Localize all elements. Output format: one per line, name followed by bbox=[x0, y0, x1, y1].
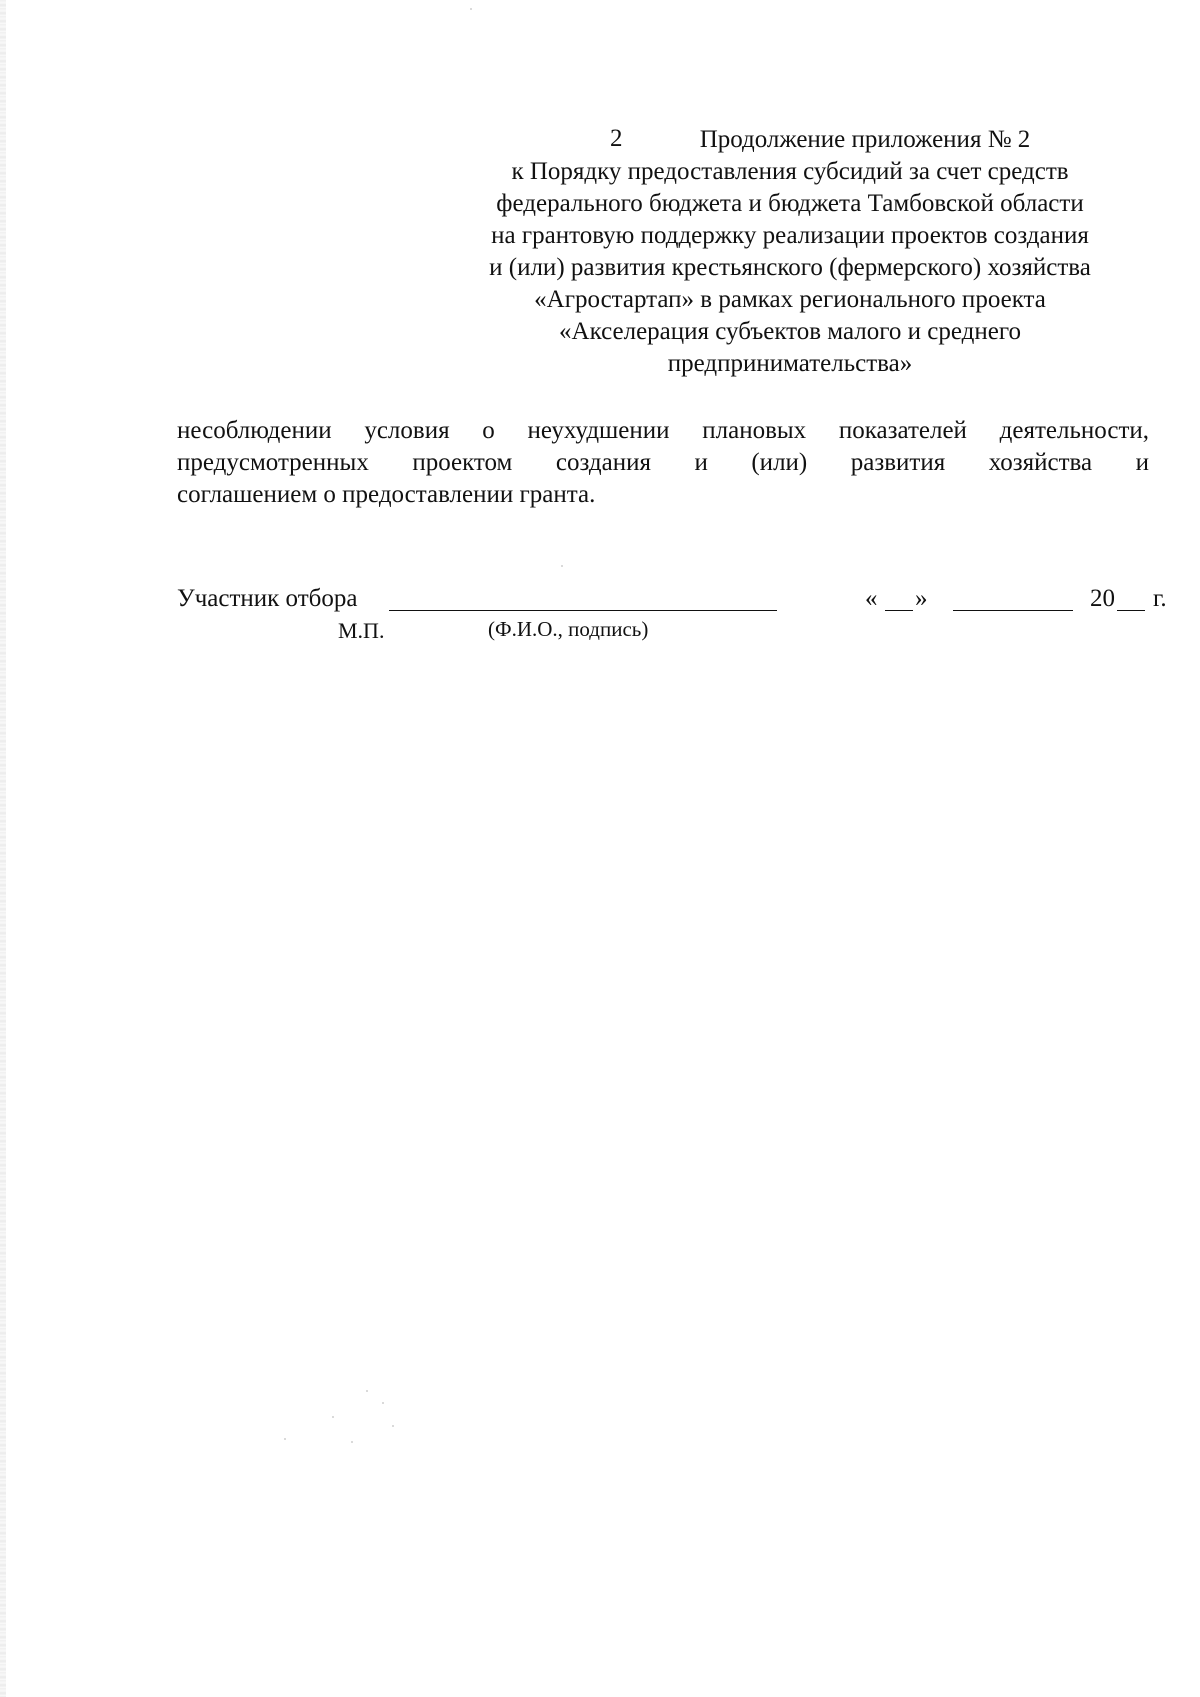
appendix-header bbox=[440, 124, 1140, 380]
appendix-header-line: федерального бюджета и бюджета Тамбовской области bbox=[496, 190, 1084, 217]
scan-speck bbox=[561, 565, 563, 567]
stamp-label: М.П. bbox=[338, 618, 385, 643]
appendix-header-line: «Акселерация субъектов малого и среднего bbox=[559, 318, 1021, 345]
date-month-blank bbox=[953, 610, 1073, 611]
page-number: 2 bbox=[610, 125, 623, 152]
scan-edge-artifact bbox=[0, 0, 6, 1697]
body-paragraph bbox=[177, 415, 1149, 511]
date-year-suffix: г. bbox=[1153, 585, 1167, 612]
scan-speck bbox=[366, 1390, 368, 1392]
body-line: предусмотренных проектом создания и (или) развития хозяйства и bbox=[177, 449, 1149, 476]
scan-speck bbox=[392, 1425, 394, 1427]
scan-speck bbox=[332, 1416, 334, 1418]
body-line: несоблюдении условия о неухудшении плановых показателей деятельности, bbox=[177, 417, 1149, 444]
scan-speck bbox=[382, 1402, 384, 1404]
signature-row bbox=[177, 583, 1167, 623]
appendix-header-line: и (или) развития крестьянского (фермерского) хозяйства bbox=[489, 254, 1091, 281]
scan-speck bbox=[284, 1438, 286, 1440]
appendix-header-line: на грантовую поддержку реализации проектов создания bbox=[491, 222, 1089, 249]
date-quote-open: « bbox=[865, 585, 878, 612]
signature-line-field bbox=[389, 610, 777, 611]
appendix-header-line: к Порядку предоставления субсидий за счет средств bbox=[511, 158, 1069, 185]
appendix-header-line: предпринимательства» bbox=[667, 350, 913, 377]
participant-label: Участник отбора bbox=[177, 585, 358, 612]
scan-speck bbox=[351, 1441, 353, 1443]
scan-speck bbox=[470, 8, 472, 10]
appendix-title: Продолжение приложения № 2 bbox=[699, 126, 1031, 153]
date-year-blank bbox=[1117, 610, 1145, 611]
date-quote-close: » bbox=[915, 585, 928, 612]
body-line: соглашением о предоставлении гранта. bbox=[177, 481, 596, 508]
appendix-header-line: «Агростартап» в рамках регионального проекта bbox=[534, 286, 1046, 313]
date-year-prefix: 20 bbox=[1090, 585, 1115, 612]
date-day-blank bbox=[885, 610, 913, 611]
signature-caption: (Ф.И.О., подпись) bbox=[488, 617, 649, 641]
